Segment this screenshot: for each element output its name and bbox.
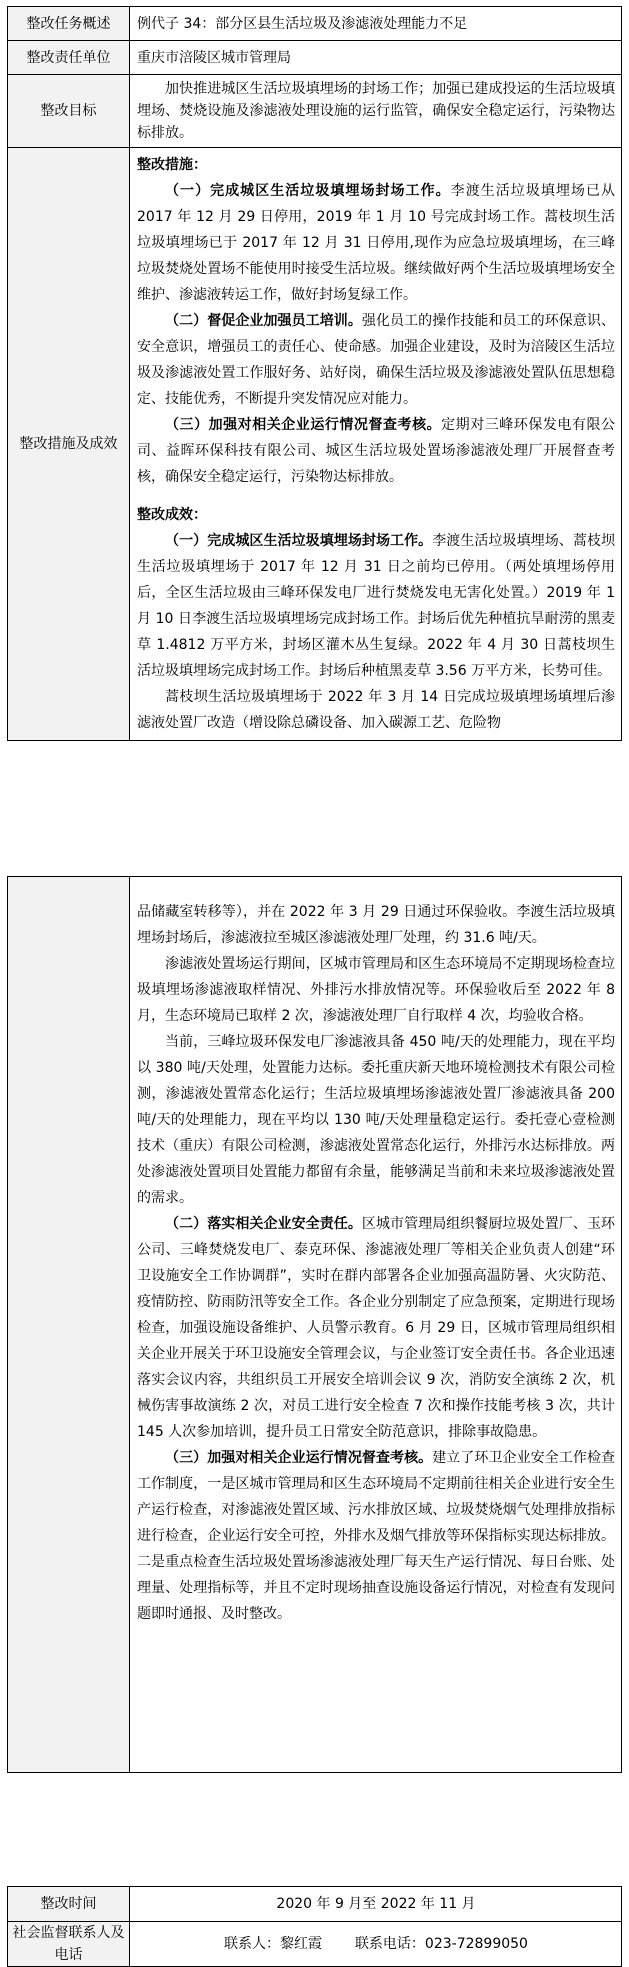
results-continued-body	[130, 877, 621, 1631]
measure-3-text: 定期对三峰环保发电有限公司、益晖环保科技有限公司、城区生活垃圾处置场渗滤液处理厂开展督查考核，确保安全稳定运行，污染物达标排放。	[137, 417, 616, 485]
results-continued-text: 品储藏室转移等），并在 2022 年 3 月 29 日通过环保验收。李渡生活垃圾填埋场封场后，渗滤液拉至城区渗滤液处理厂处理，约 31.6 吨/天。	[137, 904, 615, 946]
measure-1-title: （一）完成城区生活垃圾填埋场封场工作。	[165, 183, 451, 199]
rectification-table-part1	[7, 6, 622, 741]
measures-results-body	[130, 148, 621, 740]
measure-2-text: 强化员工的操作技能和员工的环保意识、安全意识，增强员工的责任心、使命感。加强企业建设，及时为涪陵区生活垃圾及渗滤液处置工作服好务、站好岗，确保生活垃圾及渗滤液处置队伍思想稳定、技能优秀，不断提升突发情况应对能力。	[137, 313, 616, 407]
label-contact: 社会监督联系人及电话	[8, 1922, 130, 1967]
contact-phone: 联系电话：023-72899050	[354, 1936, 528, 1952]
measure-1-text: 李渡生活垃圾填埋场已从 2017 年 12 月 29 日停用，2019 年 1 月 10 号完成封场工作。蒿枝坝生活垃圾填埋场已于 2017 年 12 月 31 日停用,现作为应急垃圾填埋场，在三峰垃圾焚烧处置场不能使用时接受生活垃圾。继续做好两个生活垃圾填埋场安全维护、渗滤液转运工作，做好封场复绿工作。	[137, 183, 616, 303]
results-heading: 整改成效：	[137, 507, 207, 523]
row-responsible-unit	[8, 41, 622, 75]
label-time: 整改时间	[8, 1887, 130, 1922]
measures-heading: 整改措施：	[137, 157, 207, 173]
label-measures-results: 整改措施及成效	[8, 148, 130, 741]
result-1-continued: 蒿枝坝生活垃圾填埋场于 2022 年 3 月 14 日完成垃圾填埋场填埋后渗滤液处置厂改造（增设除总磷设备、加入碳源工艺、危险物	[137, 689, 615, 731]
measure-3	[137, 412, 615, 490]
result-3	[137, 1445, 615, 1627]
value-goal: 加快推进城区生活垃圾填埋场的封场工作；加强已建成投运的生活垃圾填埋场、焚烧设施及渗滤液处理设施的运行监管，确保安全稳定运行，污染物达标排放。	[137, 81, 615, 141]
measure-3-title: （三）加强对相关企业运行情况督查考核。	[165, 417, 442, 433]
label-empty	[8, 877, 130, 1773]
result-1-text: 李渡生活垃圾填埋场、蒿枝坝生活垃圾填埋场于 2017 年 12 月 31 日之前均已停用。（两处填埋场停用后，全区生活垃圾由三峰环保发电厂进行焚烧发电无害化处置。）2019 年 1 月 10 日李渡生活垃圾填埋场完成封场工作。封场后优先种植抗旱耐涝的黑麦草 1.4812 万平方米，封场区灌木丛生复绿。2022 年 4 月 30 日蒿枝坝生活垃圾填埋场完成封场工作。封场后种植黑麦草 3.56 万平方米，长势可佳。	[137, 533, 616, 679]
value-responsible-unit: 重庆市涪陵区城市管理局	[130, 41, 622, 75]
row-contact	[8, 1922, 622, 1967]
measure-2	[137, 308, 615, 412]
label-task-overview: 整改任务概述	[8, 7, 130, 41]
rectification-table-part3	[7, 1886, 622, 1967]
result-2-text: 区城市管理局组织餐厨垃圾处置厂、玉环公司、三峰焚烧发电厂、泰克环保、渗滤液处理厂等相关企业负责人创建“环卫设施安全工作协调群”，实时在群内部署各企业加强高温防暑、火灾防范、疫情防控、防雨防汛等安全工作。各企业分别制定了应急预案，定期进行现场检查，加强设施设备维护、人员警示教育。6 月 29 日，区城市管理局组织相关企业开展关于环卫设施安全管理会议，与企业签订安全责任书。各企业迅速落实会议内容，共组织员工开展安全培训会议 9 次，消防安全演练 2 次，机械伤害事故演练 2 次，对员工进行安全检查 7 次和操作技能考核 3 次，共计 145 人次参加培训，提升员工日常安全防范意识，排除事故隐患。	[137, 1216, 616, 1440]
results-paragraph-2: 渗滤液处置场运行期间，区城市管理局和区生态环境局不定期现场检查垃圾填埋场渗滤液取样情况、外排污水排放情况等。环保验收后至 2022 年 8 月，生态环境局已取样 2 次，渗滤液处理厂自行取样 4 次，均验收合格。	[137, 956, 615, 1024]
row-measures-results	[8, 148, 622, 741]
row-goal	[8, 75, 622, 148]
measure-2-title: （二）督促企业加强员工培训。	[165, 313, 362, 329]
value-time: 2020 年 9 月至 2022 年 11 月	[130, 1887, 622, 1922]
result-2-title: （二）落实相关企业安全责任。	[165, 1216, 362, 1232]
row-results-continued	[8, 877, 622, 1773]
rectification-table-part2	[7, 876, 622, 1773]
measure-1	[137, 178, 615, 308]
results-paragraph-3: 当前，三峰垃圾环保发电厂渗滤液具备 450 吨/天的处理能力，现在平均以 380 吨/天处理，处置能力达标。委托重庆新天地环境检测技术有限公司检测，渗滤液处置常态化运行；生活垃圾填埋场渗滤液处置厂渗滤液具备 200 吨/天的处理能力，现在平均以 130 吨/天处理量稳定运行。委托壹心壹检测技术（重庆）有限公司检测，渗滤液处置常态化运行，外排污水达标排放。两处渗滤液处置项目处置能力都留有余量，能够满足当前和未来垃圾渗滤液处置的需求。	[137, 1034, 615, 1206]
label-goal: 整改目标	[8, 75, 130, 148]
value-task-overview: 例代子 34：部分区县生活垃圾及渗滤液处理能力不足	[130, 7, 622, 41]
result-1	[137, 528, 615, 684]
result-3-text: 建立了环卫企业安全工作检查工作制度，一是区城市管理局和区生态环境局不定期前往相关企业进行安全生产运行检查，对渗滤液处置区域、污水排放区域、垃圾焚烧烟气处理排放指标进行检查，企业运行安全可控，外排水及烟气排放等环保指标实现达标排放。二是重点检查生活垃圾处置场渗滤液处理厂每天生产运行情况、每日台账、处理量、处理指标等，并且不定时现场抽查设施设备运行情况，对检查有发现问题即时通报、及时整改。	[137, 1450, 616, 1622]
result-2	[137, 1211, 615, 1445]
label-responsible-unit: 整改责任单位	[8, 41, 130, 75]
result-1-title: （一）完成城区生活垃圾填埋场封场工作。	[165, 533, 433, 549]
row-time	[8, 1887, 622, 1922]
result-3-title: （三）加强对相关企业运行情况督查考核。	[165, 1450, 433, 1466]
row-task-overview	[8, 7, 622, 41]
contact-person: 联系人：黎红霞	[224, 1936, 323, 1952]
value-contact	[130, 1922, 622, 1967]
